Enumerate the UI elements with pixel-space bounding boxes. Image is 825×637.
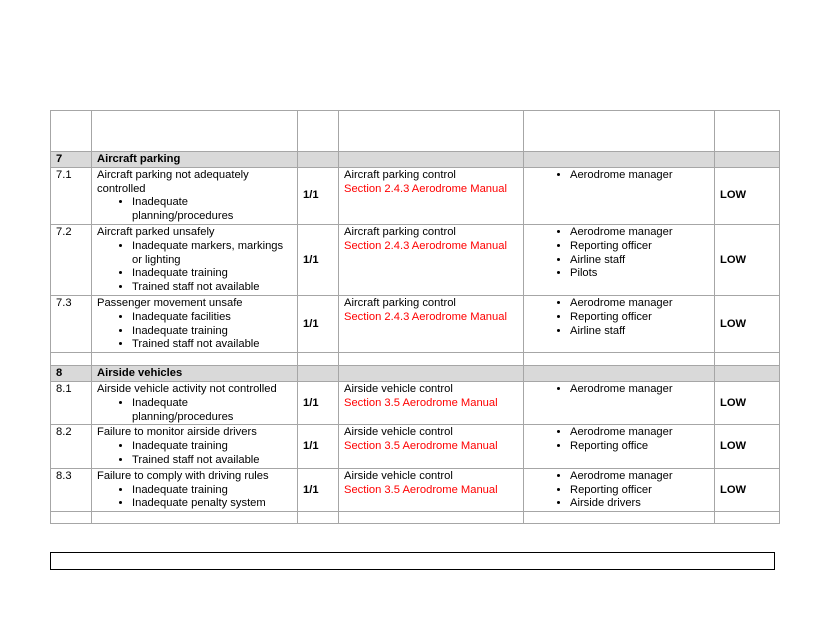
hazard-description: Airside vehicle activity not controlled [97, 382, 277, 395]
responsible-list [529, 383, 709, 397]
responsible-list [529, 226, 709, 281]
responsible-list [529, 426, 709, 454]
control-cell [339, 425, 524, 468]
section-number: 7 [51, 152, 92, 168]
control-cell [339, 468, 524, 511]
manual-reference: Section 3.5 Aerodrome Manual [344, 396, 498, 409]
section-cell [524, 366, 715, 382]
control-name: Aircraft parking control [344, 296, 456, 309]
manual-reference: Section 2.4.3 Aerodrome Manual [344, 182, 507, 195]
hazard-cell [92, 295, 298, 352]
responsible-item: • Airline staff [570, 325, 709, 339]
section-cell [715, 366, 780, 382]
spacer-cell [298, 512, 339, 524]
responsibility-cell [524, 425, 715, 468]
responsible-item: • Aerodrome manager [570, 226, 709, 240]
responsible-item: • Aerodrome manager [570, 169, 709, 183]
hazard-row [51, 425, 780, 468]
risk-table-body [51, 111, 780, 524]
hazard-ref: 7.1 [51, 167, 92, 224]
section-cell [298, 152, 339, 168]
header-cell [339, 111, 524, 152]
risk-rating: LOW [715, 167, 780, 224]
responsible-item: • Pilots [570, 267, 709, 281]
spacer-cell [524, 353, 715, 366]
responsibility-cell [524, 381, 715, 424]
section-header-row [51, 366, 780, 382]
responsible-list [529, 470, 709, 511]
header-cell [715, 111, 780, 152]
control-cell [339, 224, 524, 295]
section-header-row [51, 152, 780, 168]
causes-list [97, 311, 292, 352]
hazard-description: Passenger movement unsafe [97, 296, 243, 309]
responsible-item: • Aerodrome manager [570, 426, 709, 440]
cause-item: • Inadequate training [132, 325, 292, 339]
hazard-row [51, 468, 780, 511]
manual-reference: Section 3.5 Aerodrome Manual [344, 483, 498, 496]
spacer-cell [339, 512, 524, 524]
hazard-ref: 8.1 [51, 381, 92, 424]
spacer-cell [298, 353, 339, 366]
cause-item: • Inadequate planning/procedures [132, 397, 292, 425]
manual-reference: Section 2.4.3 Aerodrome Manual [344, 239, 507, 252]
causes-list [97, 484, 292, 512]
section-number: 8 [51, 366, 92, 382]
likelihood-value: 1/1 [298, 167, 339, 224]
section-cell [298, 366, 339, 382]
header-cell [92, 111, 298, 152]
spacer-cell [715, 512, 780, 524]
causes-list [97, 196, 292, 224]
likelihood-value: 1/1 [298, 381, 339, 424]
table-header-row [51, 111, 780, 152]
risk-rating: LOW [715, 381, 780, 424]
section-cell [339, 152, 524, 168]
causes-list [97, 397, 292, 425]
hazard-row [51, 295, 780, 352]
control-name: Airside vehicle control [344, 469, 453, 482]
responsibility-cell [524, 468, 715, 511]
hazard-row [51, 381, 780, 424]
responsible-list [529, 169, 709, 183]
control-name: Aircraft parking control [344, 225, 456, 238]
responsible-item: • Reporting office [570, 440, 709, 454]
responsible-item: • Reporting officer [570, 311, 709, 325]
hazard-description: Aircraft parking not adequately controlled [97, 168, 249, 195]
control-cell [339, 295, 524, 352]
hazard-description: Failure to comply with driving rules [97, 469, 269, 482]
hazard-cell [92, 425, 298, 468]
spacer-cell [524, 512, 715, 524]
hazard-cell [92, 468, 298, 511]
header-cell [524, 111, 715, 152]
section-title: Airside vehicles [92, 366, 298, 382]
cause-item: • Trained staff not available [132, 454, 292, 468]
manual-reference: Section 2.4.3 Aerodrome Manual [344, 310, 507, 323]
section-title: Aircraft parking [92, 152, 298, 168]
responsible-item: • Aerodrome manager [570, 383, 709, 397]
control-name: Airside vehicle control [344, 382, 453, 395]
section-cell [715, 152, 780, 168]
likelihood-value: 1/1 [298, 468, 339, 511]
hazard-cell [92, 381, 298, 424]
cause-item: • Inadequate training [132, 440, 292, 454]
hazard-row [51, 224, 780, 295]
manual-reference: Section 3.5 Aerodrome Manual [344, 440, 498, 453]
cause-item: • Inadequate markers, markings or lighting [132, 240, 292, 268]
section-cell [339, 366, 524, 382]
likelihood-value: 1/1 [298, 425, 339, 468]
header-cell [298, 111, 339, 152]
responsible-item: • Reporting officer [570, 240, 709, 254]
header-cell [51, 111, 92, 152]
cause-item: • Trained staff not available [132, 338, 292, 352]
responsible-item: • Airside drivers [570, 497, 709, 511]
hazard-cell [92, 224, 298, 295]
control-name: Aircraft parking control [344, 168, 456, 181]
responsible-item: • Airline staff [570, 254, 709, 268]
control-cell [339, 381, 524, 424]
responsibility-cell [524, 167, 715, 224]
responsibility-cell [524, 224, 715, 295]
cause-item: • Inadequate penalty system [132, 497, 292, 511]
hazard-ref: 7.2 [51, 224, 92, 295]
likelihood-value: 1/1 [298, 224, 339, 295]
likelihood-value: 1/1 [298, 295, 339, 352]
cause-item: • Trained staff not available [132, 281, 292, 295]
causes-list [97, 440, 292, 468]
cause-item: • Inadequate training [132, 267, 292, 281]
risk-assessment-table [50, 110, 780, 524]
hazard-cell [92, 167, 298, 224]
hazard-ref: 8.3 [51, 468, 92, 511]
cause-item: • Inadequate planning/procedures [132, 196, 292, 224]
risk-rating: LOW [715, 468, 780, 511]
hazard-description: Failure to monitor airside drivers [97, 426, 257, 439]
hazard-ref: 7.3 [51, 295, 92, 352]
causes-list [97, 240, 292, 295]
hazard-ref: 8.2 [51, 425, 92, 468]
risk-rating: LOW [715, 425, 780, 468]
spacer-row [51, 512, 780, 524]
cause-item: • Inadequate training [132, 484, 292, 498]
control-cell [339, 167, 524, 224]
hazard-description: Aircraft parked unsafely [97, 225, 215, 238]
responsible-item: • Reporting officer [570, 484, 709, 498]
hazard-row [51, 167, 780, 224]
responsible-list [529, 297, 709, 338]
responsibility-cell [524, 295, 715, 352]
responsible-item: • Aerodrome manager [570, 297, 709, 311]
spacer-cell [51, 512, 92, 524]
risk-rating: LOW [715, 224, 780, 295]
responsible-item: • Aerodrome manager [570, 470, 709, 484]
spacer-cell [339, 353, 524, 366]
spacer-row [51, 353, 780, 366]
risk-rating: LOW [715, 295, 780, 352]
control-name: Airside vehicle control [344, 426, 453, 439]
spacer-cell [92, 512, 298, 524]
cause-item: • Inadequate facilities [132, 311, 292, 325]
page-footer-box [50, 552, 775, 570]
spacer-cell [51, 353, 92, 366]
section-cell [524, 152, 715, 168]
spacer-cell [92, 353, 298, 366]
spacer-cell [715, 353, 780, 366]
